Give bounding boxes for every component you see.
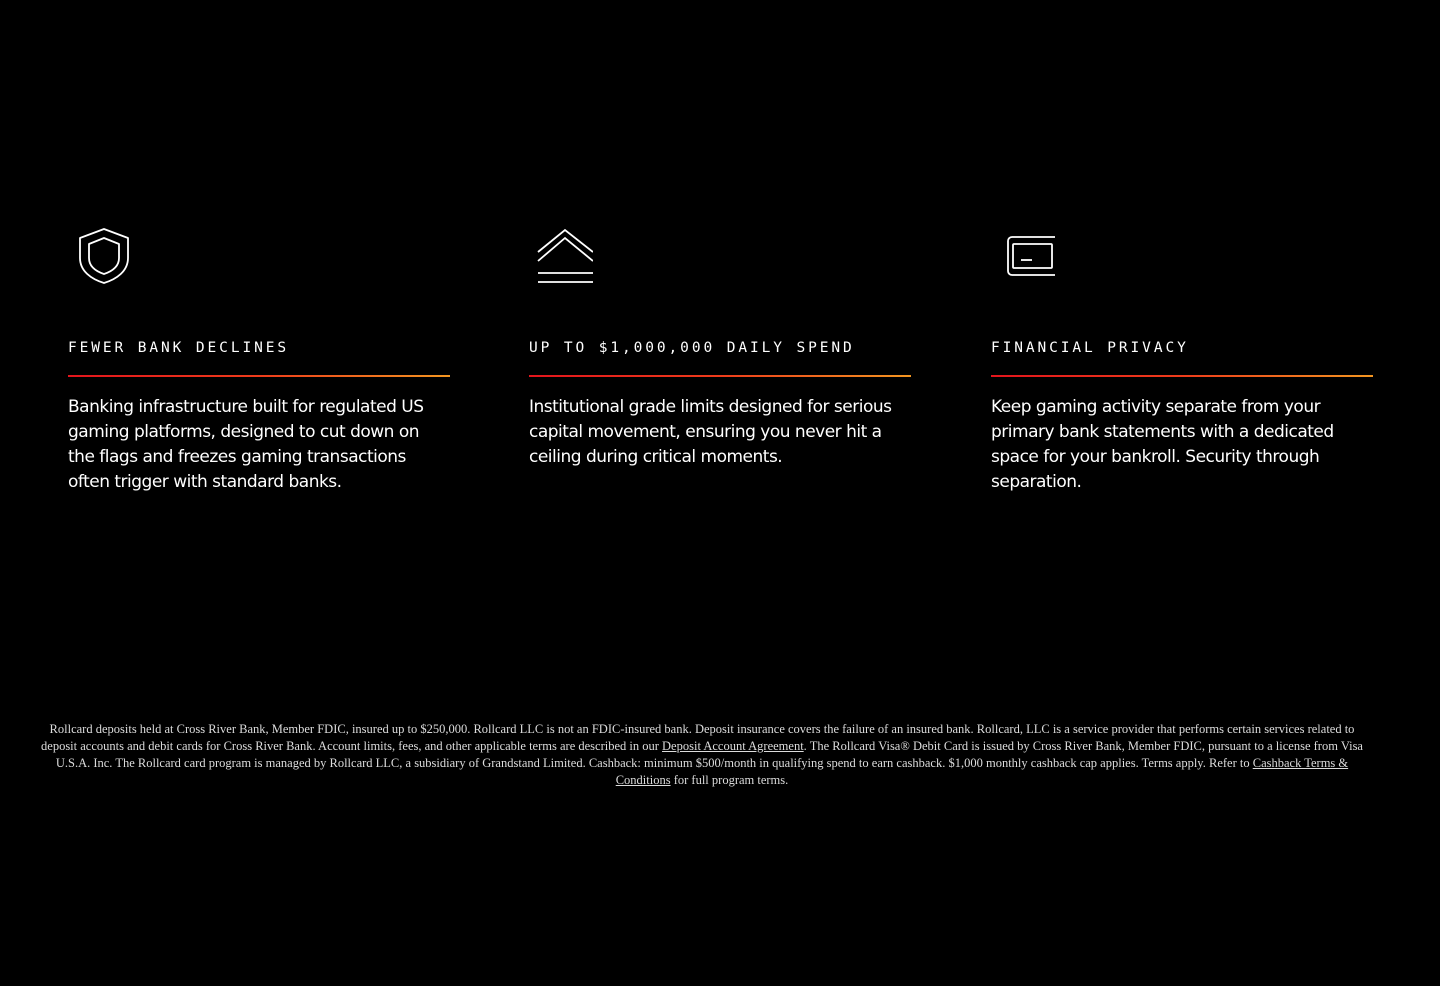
shield-icon [76,226,132,286]
disclaimer-text: for full program terms. [670,773,789,787]
chevron-up-stack-icon [537,226,593,286]
cashback-terms-link[interactable]: Cashback Terms & Conditions [615,756,1349,787]
feature-description: Institutional grade limits designed for serious capital movement, ensuring you never hit a ceiling during critical moments. [529,397,892,467]
gradient-divider [529,375,911,377]
gradient-divider [991,375,1373,377]
legal-disclaimer [40,721,1364,789]
feature-description: Keep gaming activity separate from your primary bank statements with a dedicated space for your bankroll. Security through separation. [991,397,1334,492]
gradient-divider [68,375,450,377]
card-icon [999,226,1055,286]
feature-description: Banking infrastructure built for regulated US gaming platforms, designed to cut down on the flags and freezes gaming transactions often trigger with standard banks. [68,397,424,492]
feature-title: FEWER BANK DECLINES [68,340,289,356]
feature-title: UP TO $1,000,000 DAILY SPEND [529,340,855,356]
feature-title: FINANCIAL PRIVACY [991,340,1189,356]
disclaimer-text: Rollcard deposits held at Cross River Bank, Member FDIC, insured up to $250,000. Rollcard LLC is not an FDIC-insured bank. Deposit insurance covers the failure of an insured bank. Rollcard, LLC is a service provider that performs certain services related to deposit accounts and debit cards for Cross River Bank. Account limits, fees, and other applicable terms are described in our [41,722,1355,753]
deposit-account-agreement-link[interactable]: Deposit Account Agreement [662,739,804,753]
disclaimer-text: . The Rollcard Visa® Debit Card is issued by Cross River Bank, Member FDIC, pursuant to a license from Visa U.S.A. Inc. The Rollcard card program is managed by Rollcard LLC, a subsidiary of Grandstand Limited. Cashback: minimum $500/month in qualifying spend to earn cashback. $1,000 monthly cashback cap applies. Terms apply. Refer to [55,739,1363,770]
